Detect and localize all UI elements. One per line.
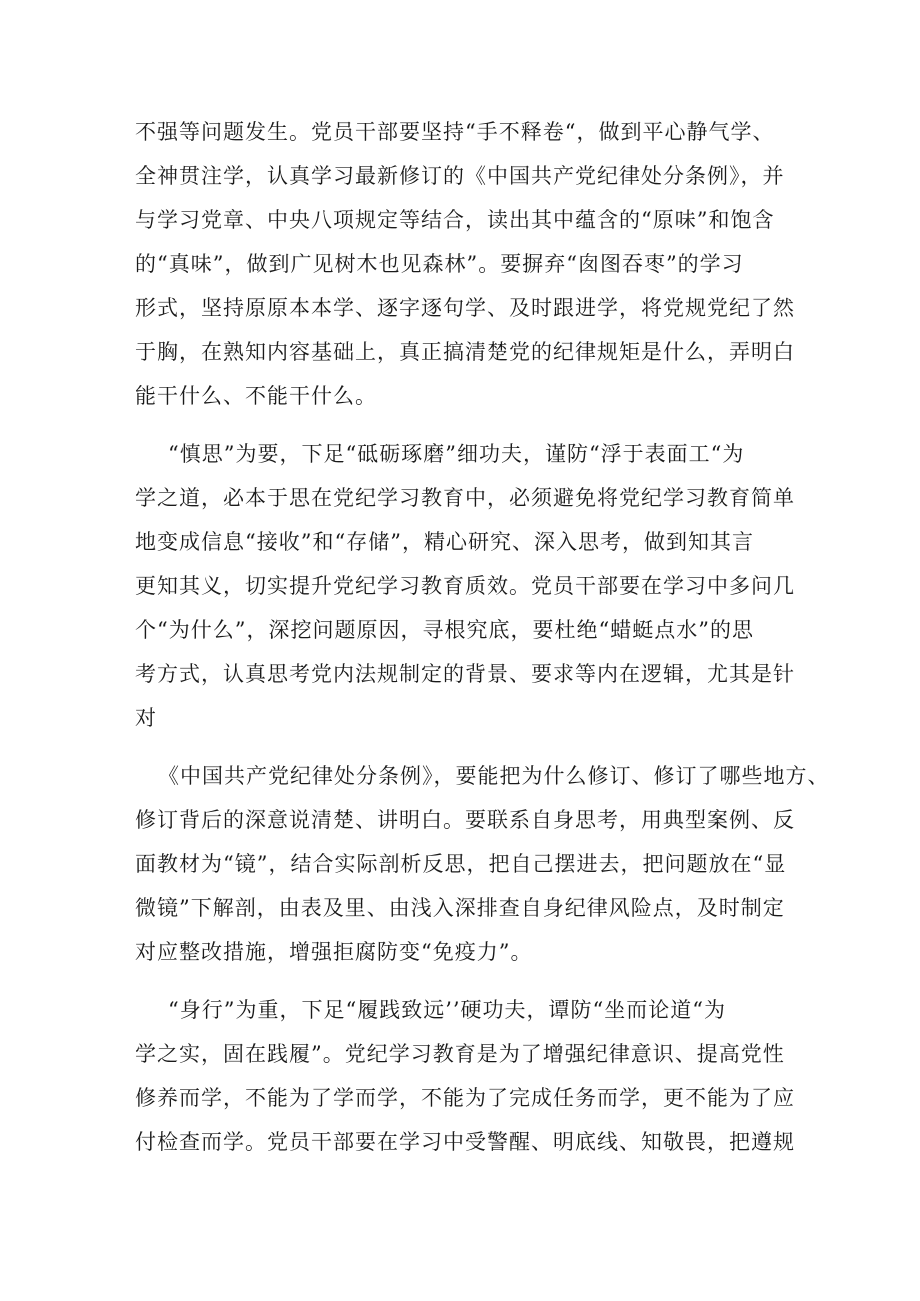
paragraph-3-line-1: 《中国共产党纪律处分条例》，要能把为什么修订、修订了哪些地方、: [158, 764, 830, 788]
paragraph-2-line-7: 对: [135, 706, 157, 730]
paragraph-3-line-5: 对应整改措施，增强拒腐防变“免疫力”。: [135, 940, 533, 964]
paragraph-4-line-3: 修养而学，不能为了学而学，不能为了完成任务而学，更不能为了应: [135, 1086, 795, 1110]
paragraph-3-line-2: 修订背后的深意说清楚、讲明白。要联系自身思考，用典型案例、反: [135, 808, 795, 832]
paragraph-3-line-3: 面教材为“镜”，结合实际剖析反思，把自己摆进去，把问题放在“显: [135, 852, 787, 876]
paragraph-1-line-6: 于胸，在熟知内容基础上，真正搞清楚党的纪律规矩是什么，弄明白: [135, 340, 795, 364]
paragraph-2-line-6: 考方式，认真思考党内法规制定的背景、要求等内在逻辑，尤其是针: [135, 662, 795, 686]
paragraph-1-line-5: 形式，坚持原原本本学、逐字逐句学、及时跟进学，将党规党纪了然: [135, 296, 795, 320]
paragraph-1-line-2: 全神贯注学，认真学习最新修订的《中国共产党纪律处分条例》，并: [135, 164, 785, 188]
paragraph-2-line-2: 学之道，必本于思在党纪学习教育中，必须避免将党纪学习教育简单: [135, 486, 795, 510]
paragraph-2-line-4: 更知其义，切实提升党纪学习教育质效。党员干部要在学习中多问几: [135, 574, 795, 598]
paragraph-4-line-4: 付检查而学。党员干部要在学习中受警醒、明底线、知敬畏，把遵规: [135, 1130, 795, 1154]
paragraph-1-line-4: 的“真味”，做到广见树木也见森林”。要摒弃“囱图吞枣”的学习: [135, 252, 744, 276]
paragraph-1-line-1: 不强等问题发生。党员干部要坚持“手不释卷“，做到平心静气学、: [135, 120, 775, 144]
paragraph-2-line-1: “慎思”为要，下足“砥砺琢磨”细功夫，谨防“浮于表面工“为: [168, 442, 745, 466]
paragraph-1-line-7: 能干什么、不能干什么。: [135, 384, 377, 408]
paragraph-2-line-3: 地变成信息“接收”和“存储”，精心研究、深入思考，做到知其言: [135, 530, 754, 554]
paragraph-4-line-2: 学之实，固在践履”。党纪学习教育是为了增强纪律意识、提高党性: [135, 1042, 785, 1066]
paragraph-4-line-1: “身行”为重，下足“履践致远’’硬功夫，谭防“坐而论道“为: [168, 998, 727, 1022]
paragraph-2-line-5: 个“为什么”，深挖问题原因，寻根究底，要杜绝“蜡蜓点水”的思: [135, 618, 754, 642]
paragraph-1-line-3: 与学习党章、中央八项规定等结合，读出其中蕴含的“原味”和饱含: [135, 208, 775, 232]
paragraph-3-line-4: 微镜”下解剖，由表及里、由浅入深排查自身纪律风险点，及时制定: [135, 896, 785, 920]
